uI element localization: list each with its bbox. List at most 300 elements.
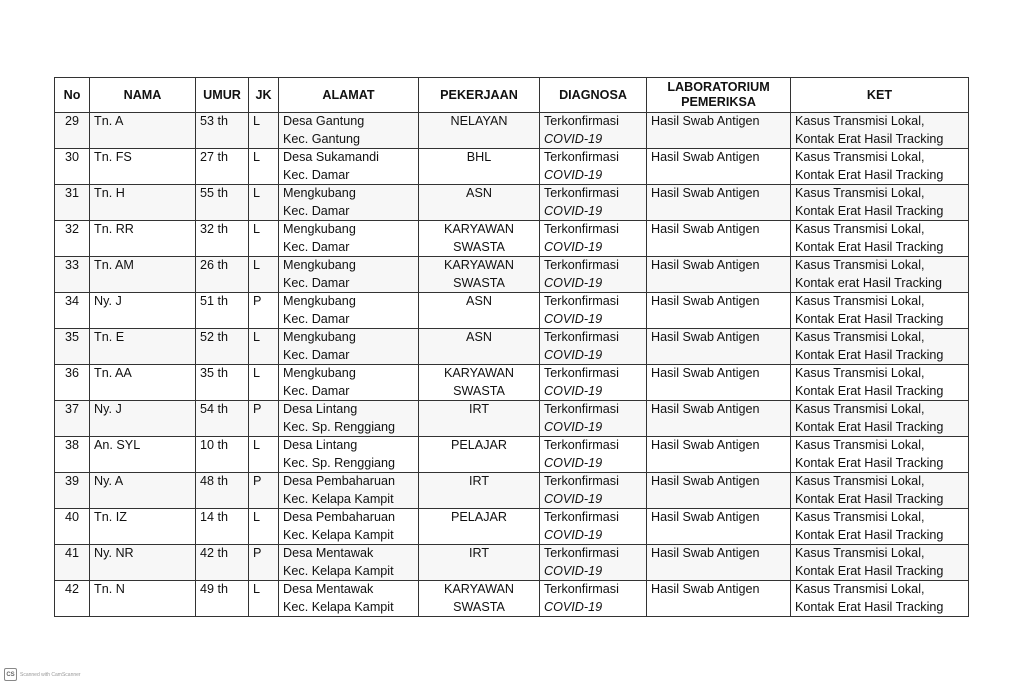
ket-line2: Kontak Erat Hasil Tracking [795, 239, 944, 254]
laboratorium-value: Hasil Swab Antigen [651, 150, 760, 164]
cell-diagnosa [540, 401, 647, 437]
cell-alamat [279, 401, 419, 437]
cell-nama [90, 437, 196, 473]
cell-jk [249, 149, 279, 185]
table-row [55, 581, 969, 617]
cell-laboratorium [647, 293, 791, 329]
table-body [55, 113, 969, 617]
cell-jk [249, 545, 279, 581]
cell-laboratorium [647, 221, 791, 257]
alamat-desa: Desa Mentawak [283, 546, 374, 560]
cell-alamat [279, 437, 419, 473]
alamat-desa: Mengkubang [283, 294, 356, 308]
laboratorium-value: Hasil Swab Antigen [651, 546, 760, 560]
cell-nama [90, 221, 196, 257]
ket-line2: Kontak Erat Hasil Tracking [795, 131, 944, 146]
ket-line2: Kontak Erat Hasil Tracking [795, 599, 944, 614]
cell-laboratorium [647, 545, 791, 581]
cell-nama [90, 329, 196, 365]
nama-value: An. SYL [94, 438, 141, 452]
cell-ket [791, 185, 969, 221]
ket-line2: Kontak Erat Hasil Tracking [795, 419, 944, 434]
alamat-desa: Desa Mentawak [283, 582, 374, 596]
diagnosa-status: Terkonfirmasi [544, 366, 619, 380]
cell-pekerjaan [419, 329, 540, 365]
pekerjaan-line2: SWASTA [453, 239, 505, 254]
cell-alamat [279, 257, 419, 293]
cell-diagnosa [540, 581, 647, 617]
alamat-desa: Desa Pembaharuan [283, 510, 396, 524]
nama-value: Tn. AA [94, 366, 132, 380]
umur-value: 27 th [200, 150, 229, 164]
diagnosa-disease: COVID-19 [544, 563, 603, 578]
alamat-kecamatan: Kec. Damar [283, 347, 350, 362]
nama-value: Tn. E [94, 330, 125, 344]
table-row [55, 545, 969, 581]
pekerjaan-line1: NELAYAN [450, 114, 508, 128]
header-no: No [55, 78, 90, 113]
diagnosa-disease: COVID-19 [544, 347, 603, 362]
ket-line1: Kasus Transmisi Lokal, [795, 330, 925, 344]
diagnosa-status: Terkonfirmasi [544, 582, 619, 596]
cell-diagnosa [540, 509, 647, 545]
laboratorium-value: Hasil Swab Antigen [651, 366, 760, 380]
ket-line1: Kasus Transmisi Lokal, [795, 438, 925, 452]
table-row [55, 113, 969, 149]
cell-laboratorium [647, 113, 791, 149]
table-row [55, 257, 969, 293]
cell-diagnosa [540, 293, 647, 329]
diagnosa-status: Terkonfirmasi [544, 474, 619, 488]
header-nama: NAMA [90, 78, 196, 113]
cell-jk [249, 401, 279, 437]
pekerjaan-line1: ASN [466, 294, 492, 308]
no-value: 31 [64, 186, 79, 200]
cell-no [55, 113, 90, 149]
cell-alamat [279, 329, 419, 365]
alamat-desa: Desa Sukamandi [283, 150, 379, 164]
diagnosa-disease: COVID-19 [544, 383, 603, 398]
cell-pekerjaan [419, 581, 540, 617]
cell-alamat [279, 581, 419, 617]
alamat-kecamatan: Kec. Sp. Renggiang [283, 455, 396, 470]
cell-ket [791, 293, 969, 329]
nama-value: Tn. FS [94, 150, 132, 164]
alamat-kecamatan: Kec. Damar [283, 203, 350, 218]
alamat-kecamatan: Kec. Kelapa Kampit [283, 491, 394, 506]
no-value: 40 [64, 510, 79, 524]
pekerjaan-line1: KARYAWAN [444, 258, 514, 272]
header-alamat: ALAMAT [279, 78, 419, 113]
ket-line2: Kontak Erat Hasil Tracking [795, 347, 944, 362]
ket-line2: Kontak Erat Hasil Tracking [795, 311, 944, 326]
cell-no [55, 545, 90, 581]
ket-line2: Kontak Erat Hasil Tracking [795, 563, 944, 578]
cell-nama [90, 293, 196, 329]
cell-ket [791, 329, 969, 365]
pekerjaan-line1: IRT [468, 474, 490, 488]
cell-diagnosa [540, 113, 647, 149]
table-row [55, 149, 969, 185]
cell-umur [196, 329, 249, 365]
cell-diagnosa [540, 329, 647, 365]
umur-value: 48 th [200, 474, 229, 488]
cell-ket [791, 149, 969, 185]
cell-jk [249, 113, 279, 149]
header-jk: JK [249, 78, 279, 113]
laboratorium-value: Hasil Swab Antigen [651, 438, 760, 452]
cell-umur [196, 257, 249, 293]
jk-value: P [253, 474, 262, 488]
jk-value: L [253, 186, 261, 200]
alamat-desa: Desa Gantung [283, 114, 365, 128]
umur-value: 35 th [200, 366, 229, 380]
cell-no [55, 293, 90, 329]
cell-diagnosa [540, 185, 647, 221]
diagnosa-status: Terkonfirmasi [544, 438, 619, 452]
ket-line2: Kontak Erat Hasil Tracking [795, 167, 944, 182]
laboratorium-value: Hasil Swab Antigen [651, 222, 760, 236]
alamat-kecamatan: Kec. Kelapa Kampit [283, 599, 394, 614]
alamat-desa: Mengkubang [283, 330, 356, 344]
cell-pekerjaan [419, 473, 540, 509]
alamat-desa: Mengkubang [283, 222, 356, 236]
no-value: 32 [64, 222, 79, 236]
cell-no [55, 437, 90, 473]
cell-umur [196, 473, 249, 509]
cell-no [55, 185, 90, 221]
jk-value: L [253, 582, 261, 596]
diagnosa-status: Terkonfirmasi [544, 330, 619, 344]
laboratorium-value: Hasil Swab Antigen [651, 294, 760, 308]
cell-laboratorium [647, 185, 791, 221]
laboratorium-value: Hasil Swab Antigen [651, 114, 760, 128]
alamat-kecamatan: Kec. Damar [283, 167, 350, 182]
cell-nama [90, 545, 196, 581]
cell-nama [90, 365, 196, 401]
laboratorium-value: Hasil Swab Antigen [651, 186, 760, 200]
diagnosa-disease: COVID-19 [544, 599, 603, 614]
cell-ket [791, 581, 969, 617]
header-diagnosa: DIAGNOSA [540, 78, 647, 113]
diagnosa-status: Terkonfirmasi [544, 294, 619, 308]
cell-umur [196, 365, 249, 401]
diagnosa-status: Terkonfirmasi [544, 546, 619, 560]
cell-laboratorium [647, 401, 791, 437]
ket-line1: Kasus Transmisi Lokal, [795, 114, 925, 128]
alamat-kecamatan: Kec. Kelapa Kampit [283, 563, 394, 578]
cell-no [55, 149, 90, 185]
alamat-kecamatan: Kec. Damar [283, 239, 350, 254]
cell-nama [90, 113, 196, 149]
nama-value: Tn. IZ [94, 510, 127, 524]
covid-case-table [54, 77, 969, 617]
table-row [55, 509, 969, 545]
diagnosa-disease: COVID-19 [544, 167, 603, 182]
umur-value: 52 th [200, 330, 229, 344]
table-header [55, 78, 969, 113]
cell-pekerjaan [419, 509, 540, 545]
table-row [55, 329, 969, 365]
diagnosa-disease: COVID-19 [544, 491, 603, 506]
table-row [55, 473, 969, 509]
cell-laboratorium [647, 149, 791, 185]
cell-laboratorium [647, 509, 791, 545]
cell-jk [249, 221, 279, 257]
cell-alamat [279, 221, 419, 257]
header-umur: UMUR [196, 78, 249, 113]
pekerjaan-line1: PELAJAR [451, 438, 507, 452]
diagnosa-status: Terkonfirmasi [544, 510, 619, 524]
diagnosa-status: Terkonfirmasi [544, 222, 619, 236]
cell-umur [196, 545, 249, 581]
laboratorium-value: Hasil Swab Antigen [651, 474, 760, 488]
ket-line1: Kasus Transmisi Lokal, [795, 510, 925, 524]
cell-pekerjaan [419, 185, 540, 221]
alamat-kecamatan: Kec. Damar [283, 275, 350, 290]
cell-nama [90, 509, 196, 545]
cell-laboratorium [647, 365, 791, 401]
pekerjaan-line2: SWASTA [453, 599, 505, 614]
cell-no [55, 473, 90, 509]
table-row [55, 437, 969, 473]
no-value: 36 [64, 366, 79, 380]
cell-diagnosa [540, 149, 647, 185]
laboratorium-value: Hasil Swab Antigen [651, 258, 760, 272]
cell-no [55, 509, 90, 545]
cell-diagnosa [540, 365, 647, 401]
ket-line1: Kasus Transmisi Lokal, [795, 258, 925, 272]
table-row [55, 221, 969, 257]
no-value: 38 [64, 438, 79, 452]
laboratorium-value: Hasil Swab Antigen [651, 582, 760, 596]
cell-pekerjaan [419, 113, 540, 149]
cell-nama [90, 473, 196, 509]
nama-value: Tn. H [94, 186, 125, 200]
header-laboratorium-line2: PEMERIKSA [681, 95, 756, 109]
cell-jk [249, 509, 279, 545]
nama-value: Tn. A [94, 114, 124, 128]
cell-pekerjaan [419, 257, 540, 293]
cell-diagnosa [540, 473, 647, 509]
cell-umur [196, 401, 249, 437]
table-row [55, 401, 969, 437]
cell-alamat [279, 149, 419, 185]
diagnosa-disease: COVID-19 [544, 131, 603, 146]
diagnosa-status: Terkonfirmasi [544, 258, 619, 272]
diagnosa-status: Terkonfirmasi [544, 114, 619, 128]
cell-umur [196, 221, 249, 257]
scanner-watermark [4, 668, 81, 681]
jk-value: L [253, 222, 261, 236]
header-laboratorium [647, 78, 791, 113]
no-value: 42 [64, 582, 79, 596]
cell-alamat [279, 545, 419, 581]
diagnosa-status: Terkonfirmasi [544, 402, 619, 416]
cell-jk [249, 293, 279, 329]
table-row [55, 185, 969, 221]
jk-value: L [253, 114, 261, 128]
alamat-kecamatan: Kec. Gantung [283, 131, 361, 146]
no-value: 41 [64, 546, 79, 560]
jk-value: L [253, 150, 261, 164]
cell-diagnosa [540, 437, 647, 473]
alamat-desa: Desa Lintang [283, 438, 358, 452]
umur-value: 42 th [200, 546, 229, 560]
umur-value: 51 th [200, 294, 229, 308]
diagnosa-disease: COVID-19 [544, 239, 603, 254]
cell-umur [196, 113, 249, 149]
cell-ket [791, 401, 969, 437]
umur-value: 49 th [200, 582, 229, 596]
cell-no [55, 365, 90, 401]
cell-ket [791, 221, 969, 257]
umur-value: 32 th [200, 222, 229, 236]
camscanner-logo-icon: CS [4, 668, 17, 681]
umur-value: 55 th [200, 186, 229, 200]
alamat-kecamatan: Kec. Damar [283, 383, 350, 398]
pekerjaan-line1: IRT [468, 546, 490, 560]
cell-jk [249, 185, 279, 221]
alamat-desa: Desa Pembaharuan [283, 474, 396, 488]
cell-ket [791, 365, 969, 401]
pekerjaan-line1: PELAJAR [451, 510, 507, 524]
nama-value: Ny. J [94, 294, 122, 308]
no-value: 39 [64, 474, 79, 488]
ket-line2: Kontak Erat Hasil Tracking [795, 527, 944, 542]
no-value: 34 [64, 294, 79, 308]
table-row [55, 293, 969, 329]
cell-jk [249, 437, 279, 473]
cell-pekerjaan [419, 221, 540, 257]
ket-line2: Kontak Erat Hasil Tracking [795, 491, 944, 506]
ket-line1: Kasus Transmisi Lokal, [795, 402, 925, 416]
nama-value: Tn. RR [94, 222, 134, 236]
cell-alamat [279, 185, 419, 221]
cell-ket [791, 113, 969, 149]
no-value: 37 [64, 402, 79, 416]
cell-jk [249, 473, 279, 509]
cell-laboratorium [647, 473, 791, 509]
cell-pekerjaan [419, 365, 540, 401]
cell-pekerjaan [419, 437, 540, 473]
nama-value: Tn. N [94, 582, 125, 596]
laboratorium-value: Hasil Swab Antigen [651, 510, 760, 524]
ket-line1: Kasus Transmisi Lokal, [795, 150, 925, 164]
nama-value: Ny. NR [94, 546, 134, 560]
laboratorium-value: Hasil Swab Antigen [651, 330, 760, 344]
umur-value: 14 th [200, 510, 229, 524]
cell-ket [791, 545, 969, 581]
cell-alamat [279, 365, 419, 401]
scanner-watermark-label: Scanned with CamScanner [20, 671, 81, 678]
alamat-desa: Mengkubang [283, 366, 356, 380]
ket-line2: Kontak Erat Hasil Tracking [795, 383, 944, 398]
diagnosa-disease: COVID-19 [544, 275, 603, 290]
cell-laboratorium [647, 329, 791, 365]
umur-value: 54 th [200, 402, 229, 416]
alamat-desa: Mengkubang [283, 186, 356, 200]
cell-no [55, 581, 90, 617]
cell-pekerjaan [419, 545, 540, 581]
table-row [55, 365, 969, 401]
ket-line1: Kasus Transmisi Lokal, [795, 186, 925, 200]
cell-pekerjaan [419, 293, 540, 329]
laboratorium-value: Hasil Swab Antigen [651, 402, 760, 416]
header-laboratorium-line1: LABORATORIUM [667, 80, 770, 94]
diagnosa-disease: COVID-19 [544, 527, 603, 542]
cell-laboratorium [647, 581, 791, 617]
cell-pekerjaan [419, 149, 540, 185]
cell-umur [196, 293, 249, 329]
cell-jk [249, 329, 279, 365]
diagnosa-status: Terkonfirmasi [544, 186, 619, 200]
ket-line2: Kontak Erat Hasil Tracking [795, 203, 944, 218]
jk-value: L [253, 438, 261, 452]
cell-jk [249, 581, 279, 617]
cell-ket [791, 509, 969, 545]
cell-alamat [279, 473, 419, 509]
cell-jk [249, 365, 279, 401]
cell-no [55, 401, 90, 437]
cell-umur [196, 185, 249, 221]
cell-ket [791, 257, 969, 293]
nama-value: Ny. A [94, 474, 124, 488]
cell-umur [196, 509, 249, 545]
cell-nama [90, 185, 196, 221]
alamat-desa: Mengkubang [283, 258, 356, 272]
pekerjaan-line1: IRT [468, 402, 490, 416]
cell-nama [90, 149, 196, 185]
ket-line2: Kontak Erat Hasil Tracking [795, 455, 944, 470]
pekerjaan-line1: BHL [466, 150, 492, 164]
header-row [55, 78, 969, 113]
diagnosa-disease: COVID-19 [544, 455, 603, 470]
pekerjaan-line1: ASN [466, 186, 492, 200]
cell-umur [196, 149, 249, 185]
ket-line1: Kasus Transmisi Lokal, [795, 294, 925, 308]
ket-line1: Kasus Transmisi Lokal, [795, 474, 925, 488]
cell-no [55, 221, 90, 257]
jk-value: L [253, 330, 261, 344]
jk-value: P [253, 294, 262, 308]
cell-diagnosa [540, 545, 647, 581]
ket-line1: Kasus Transmisi Lokal, [795, 546, 925, 560]
cell-alamat [279, 113, 419, 149]
pekerjaan-line1: KARYAWAN [444, 582, 514, 596]
jk-value: L [253, 510, 261, 524]
alamat-desa: Desa Lintang [283, 402, 358, 416]
cell-umur [196, 581, 249, 617]
umur-value: 10 th [200, 438, 229, 452]
ket-line1: Kasus Transmisi Lokal, [795, 366, 925, 380]
diagnosa-status: Terkonfirmasi [544, 150, 619, 164]
jk-value: P [253, 402, 262, 416]
alamat-kecamatan: Kec. Kelapa Kampit [283, 527, 394, 542]
alamat-kecamatan: Kec. Sp. Renggiang [283, 419, 396, 434]
no-value: 33 [64, 258, 79, 272]
header-pekerjaan: PEKERJAAN [419, 78, 540, 113]
ket-line1: Kasus Transmisi Lokal, [795, 222, 925, 236]
no-value: 30 [64, 150, 79, 164]
cell-nama [90, 581, 196, 617]
cell-ket [791, 437, 969, 473]
nama-value: Tn. AM [94, 258, 134, 272]
header-ket: KET [791, 78, 969, 113]
cell-nama [90, 257, 196, 293]
jk-value: L [253, 258, 261, 272]
diagnosa-disease: COVID-19 [544, 419, 603, 434]
